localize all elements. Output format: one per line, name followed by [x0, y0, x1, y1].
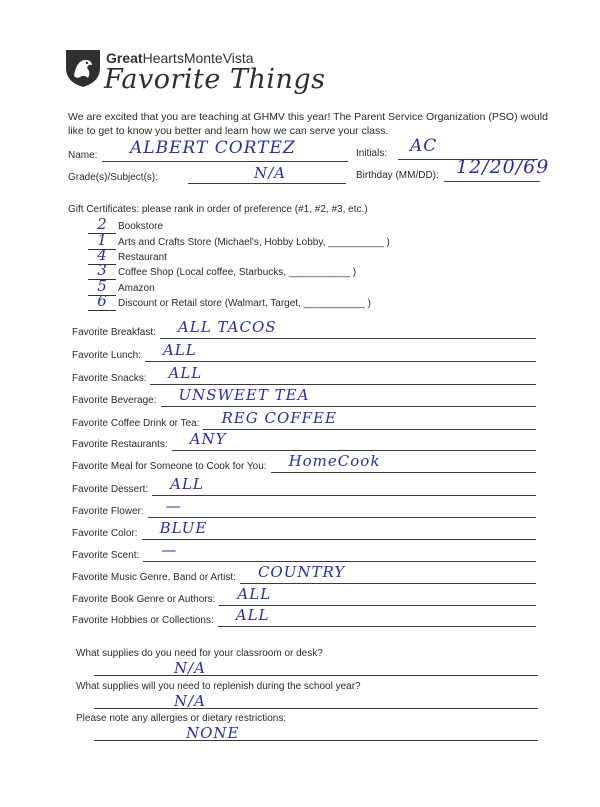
favorite-label: Favorite Lunch: [72, 350, 141, 361]
favorite-value[interactable]: ANY [189, 430, 227, 448]
favorite-line [142, 539, 536, 540]
answer-line [94, 675, 538, 676]
favorite-value[interactable]: ALL [170, 475, 204, 493]
favorite-label: Favorite Music Genre, Band or Artist: [72, 572, 236, 583]
rank-value[interactable]: 5 [97, 277, 107, 295]
name-line [102, 161, 348, 162]
gift-option-label: Amazon [118, 283, 155, 294]
favorite-label: Favorite Snacks: [72, 373, 147, 384]
gift-option-label: Coffee Shop (Local coffee, Starbucks, ___________ ) [118, 267, 357, 278]
name-label: Name: [68, 150, 98, 161]
gift-option-label: Discount or Retail store (Walmart, Target, ___________ ) [118, 298, 371, 309]
favorite-line [218, 626, 536, 627]
birthday-label: Birthday (MM/DD): [356, 170, 439, 181]
favorite-label: Favorite Dessert: [72, 484, 149, 495]
answer-line [94, 708, 538, 709]
favorite-label: Favorite Color: [72, 528, 138, 539]
favorite-label: Favorite Scent: [72, 550, 140, 561]
birthday-value[interactable]: 12/20/69 [456, 156, 550, 178]
favorite-value[interactable]: — [165, 497, 182, 515]
grade-value[interactable]: N/A [254, 164, 287, 182]
favorite-line [161, 406, 537, 407]
birthday-line [444, 181, 540, 182]
favorite-value[interactable]: ALL [168, 364, 203, 382]
favorite-label: Favorite Breakfast: [72, 327, 156, 338]
answer-value[interactable]: N/A [174, 659, 207, 677]
rank-value[interactable]: 6 [97, 292, 107, 310]
grade-line [188, 183, 346, 184]
favorite-value[interactable]: ALL [237, 585, 272, 603]
favorite-line [172, 450, 536, 451]
favorite-value[interactable]: HomeCook [288, 452, 381, 470]
gift-heading: Gift Certificates: please rank in order of preference (#1, #2, #3, etc.) [68, 204, 368, 215]
gift-option-label: Restaurant [118, 252, 167, 263]
rank-value[interactable]: 2 [97, 215, 107, 233]
rank-value[interactable]: 4 [97, 246, 107, 264]
favorite-line [271, 472, 536, 473]
favorite-label: Favorite Hobbies or Collections: [72, 615, 214, 626]
favorite-value[interactable]: BLUE [159, 519, 208, 537]
favorite-line [160, 338, 536, 339]
favorite-label: Favorite Restaurants: [72, 439, 168, 450]
question-label: What supplies will you need to replenish during the school year? [76, 681, 361, 692]
rank-value[interactable]: 1 [97, 231, 107, 249]
answer-value[interactable]: N/A [174, 692, 207, 710]
gift-option-label: Arts and Crafts Store (Michael's, Hobby Lobby, __________ ) [118, 237, 390, 248]
favorite-label: Favorite Flower: [72, 506, 144, 517]
favorite-value[interactable]: ALL [235, 606, 270, 624]
favorite-value[interactable]: ALL [162, 341, 197, 359]
favorite-line [148, 517, 536, 518]
question-label: Please note any allergies or dietary restrictions: [76, 713, 287, 724]
favorite-label: Favorite Book Genre or Authors: [72, 594, 216, 605]
grade-label: Grade(s)/Subject(s): [68, 172, 159, 183]
gift-option-label: Bookstore [118, 221, 164, 232]
rank-value[interactable]: 3 [97, 261, 107, 279]
favorite-line [152, 495, 536, 496]
favorite-label: Favorite Beverage: [72, 395, 157, 406]
favorite-value[interactable]: REG COFFEE [221, 409, 337, 427]
favorite-label: Favorite Meal for Someone to Cook for You: [72, 461, 267, 472]
favorite-line [145, 361, 536, 362]
answer-line [94, 740, 538, 741]
brand-name: GreatHeartsMonteVista [106, 50, 254, 66]
favorite-value[interactable]: UNSWEET TEA [178, 386, 310, 404]
favorite-line [240, 583, 536, 584]
rank-line [88, 310, 116, 311]
favorite-value[interactable]: COUNTRY [257, 563, 346, 581]
answer-value[interactable]: NONE [186, 724, 240, 742]
question-label: What supplies do you need for your classroom or desk? [76, 648, 323, 659]
favorite-line [203, 429, 536, 430]
intro-text: We are excited that you are teaching at GHMV this year! The Parent Service Organization (PSO) would like to get to know you better and learn how we can serve your class. [68, 111, 548, 137]
favorite-line [150, 384, 536, 385]
shield-lion-icon [64, 48, 102, 88]
initials-label: Initials: [356, 148, 388, 159]
favorite-label: Favorite Coffee Drink or Tea: [72, 418, 200, 429]
initials-value[interactable]: AC [410, 136, 438, 156]
favorite-value[interactable]: — [161, 541, 178, 559]
favorite-value[interactable]: ALL TACOS [177, 318, 277, 336]
favorite-line [143, 561, 536, 562]
name-value[interactable]: ALBERT CORTEZ [130, 138, 296, 158]
form-title: Favorite Things [104, 64, 326, 95]
